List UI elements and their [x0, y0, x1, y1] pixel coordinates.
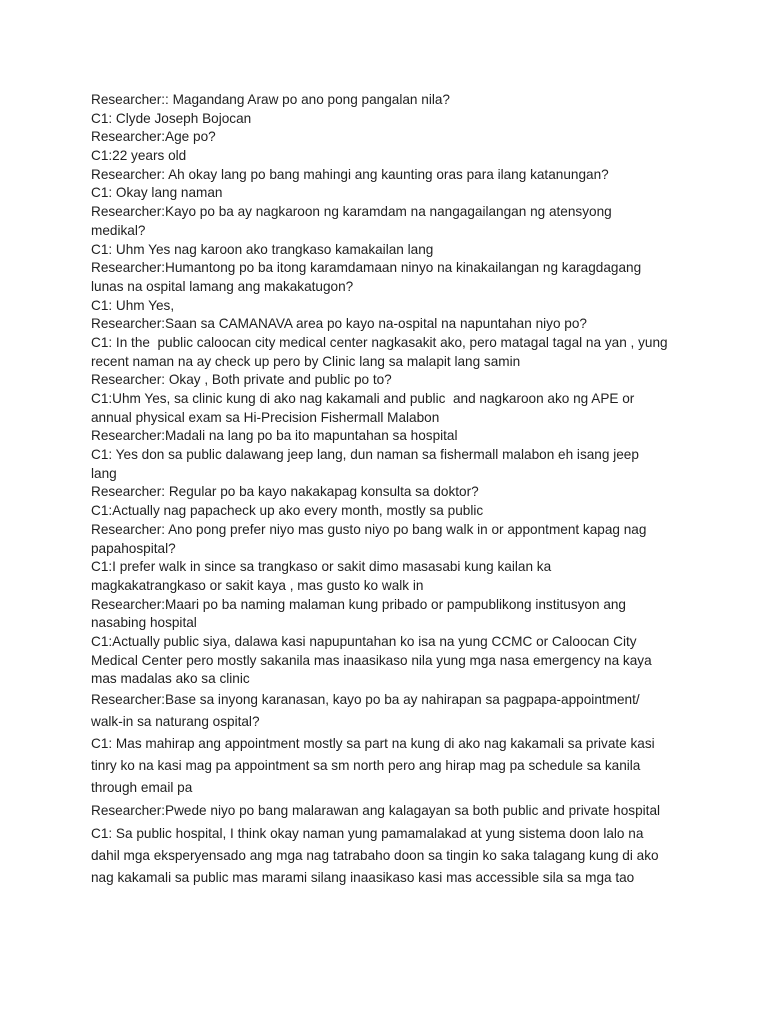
- transcript-line: tinry ko na kasi mag pa appointment sa sm north pero ang hirap mag pa schedule sa kanila: [91, 758, 641, 774]
- transcript-line: magkakatrangkaso or sakit kaya , mas gusto ko walk in: [91, 577, 424, 593]
- transcript-line: Researcher:Kayo po ba ay nagkaroon ng karamdam na nangagailangan ng atensyong: [91, 204, 612, 220]
- transcript-line: papahospital?: [91, 540, 176, 556]
- transcript-line: Researcher: Ano pong prefer niyo mas gusto niyo po bang walk in or appontment kapag nag: [91, 521, 647, 537]
- transcript-line: C1: Okay lang naman: [91, 185, 223, 201]
- transcript-line: Researcher:Maari po ba naming malaman kung pribado or pampublikong institusyon ang: [91, 596, 626, 612]
- transcript-line: medikal?: [91, 222, 146, 238]
- transcript-line: C1: Mas mahirap ang appointment mostly sa part na kung di ako nag kakamali sa private kasi: [91, 736, 655, 752]
- transcript-line: mas madalas ako sa clinic: [91, 671, 250, 687]
- transcript-line: C1: In the public caloocan city medical center nagkasakit ako, pero matagal tagal na yan , yung: [91, 334, 668, 350]
- transcript-line: Researcher:Age po?: [91, 129, 216, 145]
- transcript-line: lunas na ospital lamang ang makakatugon?: [91, 278, 354, 294]
- transcript-line: C1:Actually public siya, dalawa kasi napupuntahan ko isa na yung CCMC or Caloocan City: [91, 633, 637, 649]
- transcript-tail-section: [91, 689, 691, 889]
- transcript-line: C1:Actually nag papacheck up ako every month, mostly sa public: [91, 503, 484, 519]
- transcript-line: annual physical exam sa Hi-Precision Fishermall Malabon: [91, 409, 440, 425]
- transcript-line: C1:22 years old: [91, 148, 187, 164]
- transcript-line: Researcher: Ah okay lang po bang mahingi ang kaunting oras para ilang katanungan?: [91, 166, 609, 182]
- transcript-line: C1: Uhm Yes,: [91, 297, 175, 313]
- transcript-line: Researcher:: Magandang Araw po ano pong pangalan nila?: [91, 92, 450, 107]
- transcript-line: Medical Center pero mostly sakanila mas inaasikaso nila yung mga nasa emergency na kaya: [91, 652, 652, 668]
- transcript-line: Researcher:Saan sa CAMANAVA area po kayo na-ospital na napuntahan niyo po?: [91, 316, 587, 332]
- transcript-line: nasabing hospital: [91, 615, 197, 631]
- transcript-line: through email pa: [91, 780, 193, 796]
- transcript-line: C1:I prefer walk in since sa trangkaso or sakit dimo masasabi kung kailan ka: [91, 559, 552, 575]
- interview-transcript: [91, 91, 691, 889]
- transcript-line: C1: Yes don sa public dalawang jeep lang, dun naman sa fishermall malabon eh isang jeep: [91, 447, 639, 463]
- transcript-line: Researcher:Pwede niyo po bang malarawan ang kalagayan sa both public and private hospital: [91, 803, 661, 819]
- transcript-line: nag kakamali sa public mas marami silang inaasikaso kasi mas accessible sila sa mga tao: [91, 870, 635, 886]
- transcript-line: C1: Sa public hospital, I think okay naman yung pamamalakad at yung sistema doon lalo na: [91, 825, 644, 841]
- transcript-line: Researcher:Madali na lang po ba ito mapuntahan sa hospital: [91, 428, 458, 444]
- transcript-line: C1: Clyde Joseph Bojocan: [91, 110, 252, 126]
- transcript-line: Researcher: Okay , Both private and public po to?: [91, 372, 392, 388]
- transcript-line: lang: [91, 465, 117, 481]
- transcript-line: recent naman na ay check up pero by Clinic lang sa malapit lang samin: [91, 353, 521, 369]
- transcript-line: dahil mga eksperyensado ang mga nag tatrabaho doon sa tingin ko saka talagang kung di ako: [91, 848, 659, 864]
- transcript-line: C1:Uhm Yes, sa clinic kung di ako nag kakamali and public and nagkaroon ako ng APE or: [91, 391, 635, 406]
- transcript-line: walk-in sa naturang ospital?: [91, 714, 260, 730]
- transcript-line: Researcher:Base sa inyong karanasan, kayo po ba ay nahirapan sa pagpapa-appointment/: [91, 692, 640, 707]
- transcript-line: C1: Uhm Yes nag karoon ako trangkaso kamakailan lang: [91, 241, 434, 257]
- transcript-line: Researcher:Humantong po ba itong karamdamaan ninyo na kinakailangan ng karagdagang: [91, 260, 642, 276]
- transcript-line: Researcher: Regular po ba kayo nakakapag konsulta sa doktor?: [91, 484, 479, 500]
